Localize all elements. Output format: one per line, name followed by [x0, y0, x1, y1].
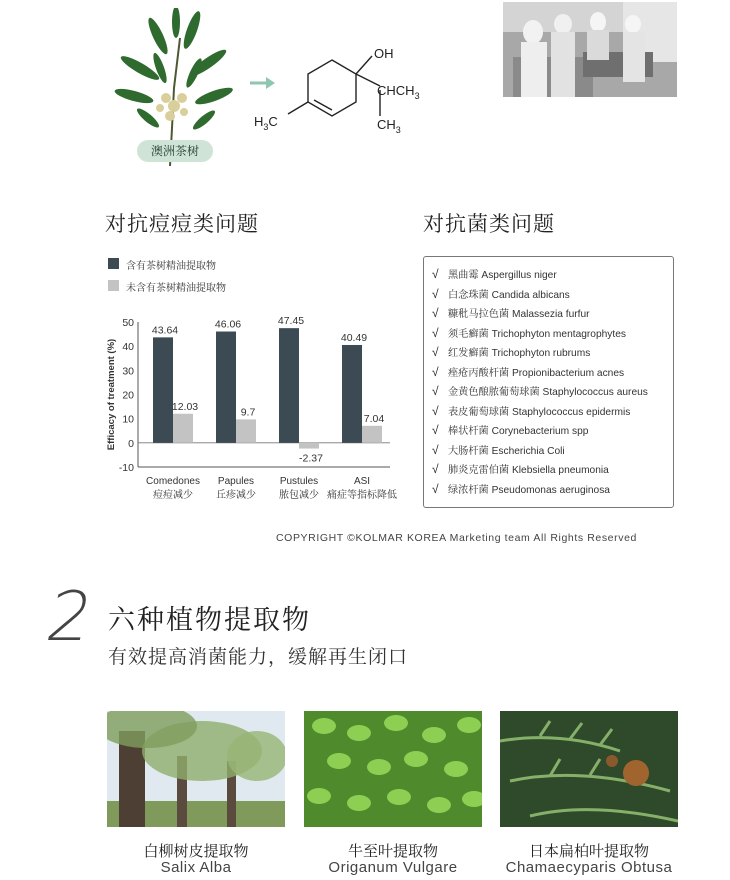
- y-tick-label: 0: [128, 437, 134, 450]
- y-tick-label: 30: [122, 365, 134, 378]
- data-label: 43.64: [151, 324, 179, 337]
- bacteria-item: [432, 383, 648, 398]
- bacteria-name-en: Klebsiella pneumonia: [511, 465, 609, 476]
- acne-efficacy-bar-chart: [100, 308, 400, 508]
- checkmark-icon: √: [432, 286, 439, 301]
- svg-text:H3C: $H_3C$: [254, 114, 278, 132]
- legend-label-with-extract: 含有茶树精油提取物: [126, 261, 216, 272]
- svg-text:CH3: $CH_3$: [377, 117, 401, 135]
- bacteria-list-box: [423, 256, 674, 508]
- historical-medical-photo: [503, 2, 677, 97]
- checkmark-icon: √: [432, 325, 439, 340]
- bacteria-name-zh: 白念珠菌: [448, 289, 489, 301]
- bacteria-name-en: Propionibacterium acnes: [511, 367, 625, 379]
- checkmark-icon: √: [432, 364, 439, 379]
- bar-with-extract: [153, 337, 173, 442]
- bacteria-name-zh: 大肠杆菌: [448, 445, 489, 457]
- ch3-label: CH: [377, 117, 396, 132]
- bacteria-item: [432, 266, 557, 281]
- origanum-vulgare-photo: [304, 711, 482, 827]
- data-label: 12.03: [171, 400, 199, 413]
- plant-name-en-chamaecyparis: Chamaecyparis Obtusa: [505, 859, 673, 876]
- bar-with-extract: [279, 328, 299, 443]
- bacteria-item: [432, 422, 588, 437]
- plant-name-zh-salix: 白柳树皮提取物: [143, 843, 249, 860]
- bacteria-item: [432, 364, 624, 379]
- checkmark-icon: √: [432, 462, 439, 476]
- x-category-label-en: Comedones: [146, 476, 200, 487]
- bacteria-name-en: Trichophyton mentagrophytes: [491, 328, 626, 340]
- copyright-notice: COPYRIGHT ©KOLMAR KOREA Marketing team All Rights Reserved: [276, 532, 637, 544]
- bar-with-extract: [216, 332, 236, 443]
- y-tick-label: 10: [122, 413, 134, 426]
- bacteria-name-zh: 红发癣菌: [448, 348, 489, 359]
- bacteria-item: [432, 481, 610, 496]
- bacteria-item: [432, 442, 565, 457]
- section2-title: 六种植物提取物: [108, 605, 311, 635]
- bacteria-item: [432, 344, 590, 359]
- plant-name-en-salix: Salix Alba: [160, 859, 232, 876]
- data-label: 47.45: [277, 315, 305, 328]
- bar-without-extract: [299, 443, 319, 449]
- y-axis-label: Efficacy of treatment (%): [106, 338, 117, 451]
- section-number: 2: [39, 578, 100, 657]
- section2-subtitle: 有效提高消菌能力，缓解再生闭口: [108, 647, 409, 668]
- bacteria-name-zh: 糠秕马拉色菌: [448, 309, 510, 320]
- h3c-label: H: [254, 114, 264, 129]
- bacteria-name-en: Candida albicans: [491, 289, 570, 301]
- legend-label-without-extract: 未含有茶树精油提取物: [126, 283, 226, 294]
- legend-swatch-with-extract: [108, 258, 119, 269]
- data-label: -2.37: [299, 452, 323, 465]
- bacteria-name-en: Trichophyton rubrums: [491, 348, 591, 359]
- chch3-label: CHCH: [377, 83, 415, 98]
- bar-without-extract: [236, 419, 256, 442]
- x-category-label-zh: 丘疹减少: [216, 490, 256, 501]
- checkmark-icon: √: [432, 403, 439, 418]
- bacteria-name-zh: 黑曲霉: [448, 270, 479, 281]
- bacteria-name-zh: 棒状杆菌: [448, 426, 489, 437]
- bacteria-section-title: 对抗菌类问题: [423, 213, 555, 236]
- tea-tree-badge: 澳洲茶树: [137, 140, 213, 162]
- data-label: 46.06: [214, 318, 242, 331]
- bacteria-name-zh: 绿浓杆菌: [448, 484, 489, 496]
- salix-alba-photo: [107, 711, 285, 827]
- oh-label: OH: [374, 46, 394, 61]
- bacteria-name-en: Malassezia furfur: [511, 309, 590, 320]
- bacteria-name-en: Staphylococcus epidermis: [511, 406, 631, 418]
- acne-section-title: 对抗痘痘类问题: [105, 213, 259, 236]
- chamaecyparis-obtusa-photo: [500, 711, 678, 827]
- bacteria-name-zh: 金黄色酿脓葡萄球菌: [448, 387, 540, 398]
- y-tick-label: 20: [122, 389, 134, 402]
- bacteria-name-zh: 肺炎克雷伯菌: [448, 465, 510, 476]
- checkmark-icon: √: [432, 306, 439, 320]
- bacteria-name-zh: 表皮葡萄球菌: [448, 406, 510, 418]
- data-label: 9.7: [240, 406, 256, 419]
- plant-name-zh-chamaecyparis: 日本扁柏叶提取物: [528, 843, 649, 860]
- svg-text:CHCH3: $CHCH_3$: [377, 83, 420, 101]
- checkmark-icon: √: [432, 267, 439, 281]
- data-label: 40.49: [340, 331, 368, 344]
- checkmark-icon: √: [432, 345, 439, 359]
- bacteria-name-en: Escherichia Coli: [491, 445, 565, 457]
- legend-swatch-without-extract: [108, 280, 119, 291]
- bacteria-item: [432, 305, 590, 320]
- bacteria-item: [432, 403, 630, 418]
- terpinen-molecule-diagram: [250, 40, 440, 140]
- y-tick-label: 40: [122, 341, 134, 354]
- plant-name-zh-origanum: 牛至叶提取物: [347, 843, 438, 860]
- bacteria-name-en: Corynebacterium spp: [491, 426, 589, 437]
- bacteria-name-zh: 痤疮丙酸杆菌: [448, 367, 510, 379]
- checkmark-icon: √: [432, 442, 439, 457]
- bar-without-extract: [173, 414, 193, 443]
- plant-name-en-origanum: Origanum Vulgare: [328, 859, 458, 876]
- bacteria-item: [432, 286, 570, 301]
- data-label: 7.04: [363, 412, 385, 425]
- x-category-label-en: Pustules: [279, 476, 319, 487]
- x-category-label-en: Papules: [217, 476, 255, 487]
- x-category-label-zh: 脓包减少: [279, 490, 319, 501]
- checkmark-icon: √: [432, 384, 439, 398]
- x-category-label-zh: 痘痘减少: [153, 490, 193, 501]
- bacteria-name-en: Pseudomonas aeruginosa: [491, 484, 610, 496]
- bar-with-extract: [342, 345, 362, 443]
- bacteria-item: [432, 325, 626, 340]
- checkmark-icon: √: [432, 423, 439, 437]
- y-tick-label: -10: [118, 462, 134, 474]
- x-category-label-en: ASI: [353, 476, 371, 487]
- bacteria-name-zh: 须毛癣菌: [448, 328, 489, 340]
- checkmark-icon: √: [432, 481, 439, 496]
- bacteria-name-en: Staphylococcus aureus: [542, 387, 648, 398]
- y-tick-label: 50: [122, 317, 134, 329]
- bar-without-extract: [362, 426, 382, 443]
- bacteria-item: [432, 461, 609, 476]
- x-category-label-zh: 痛症等指标降低: [327, 490, 397, 501]
- bacteria-name-en: Aspergillus niger: [481, 270, 557, 281]
